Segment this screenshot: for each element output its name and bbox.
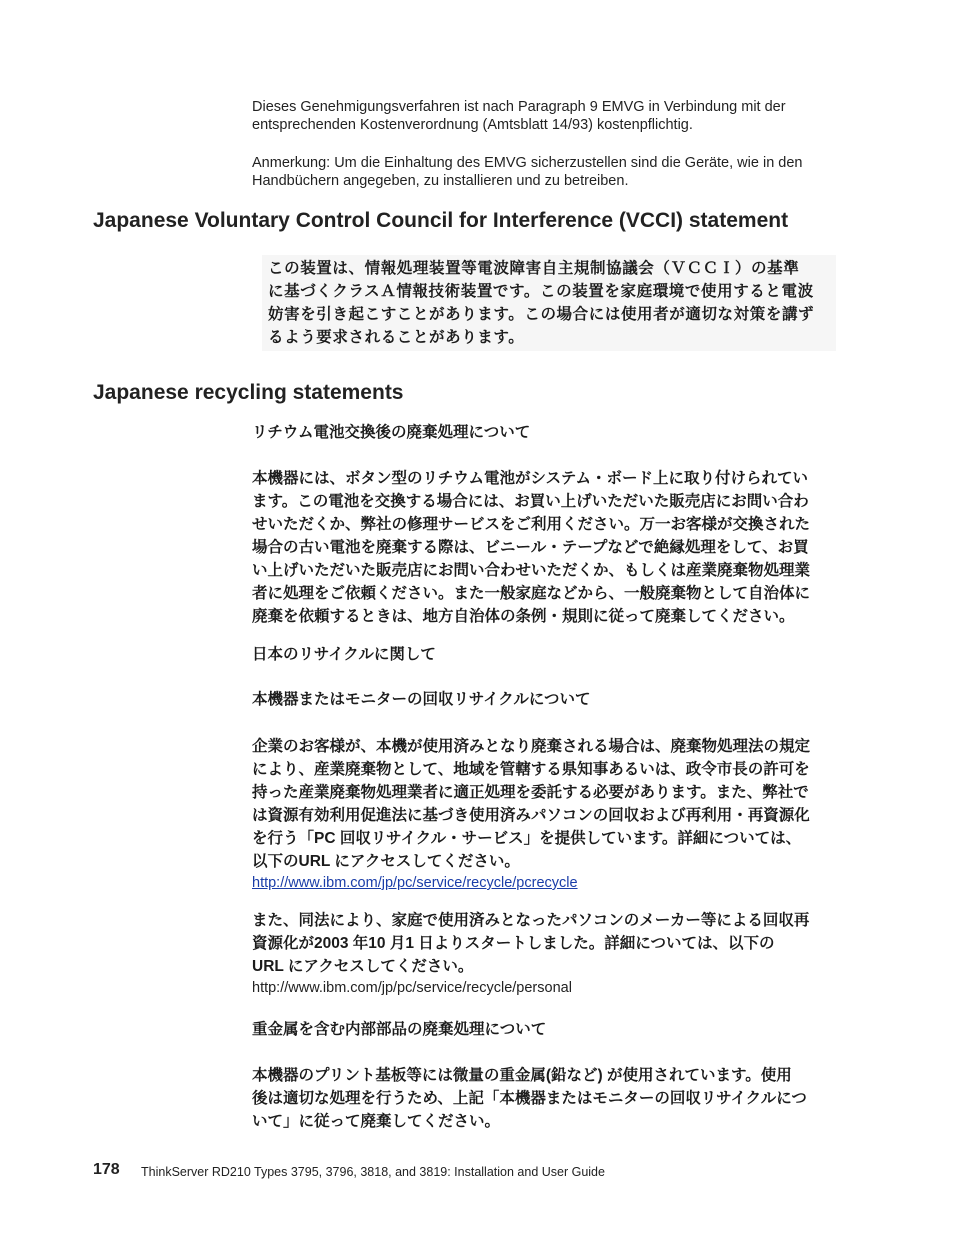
household-line: また、同法により、家庭で使用済みとなったパソコンのメーカー等による回収再 bbox=[252, 912, 810, 929]
battery-title-block bbox=[252, 421, 842, 444]
vcci-line: るよう要求されることがあります。 bbox=[268, 329, 525, 346]
footer-title: ThinkServer RD210 Types 3795, 3796, 3818, and 3819: Installation and User Guide bbox=[141, 1165, 605, 1179]
metals-line: いて」に従って廃棄してください。 bbox=[252, 1113, 501, 1130]
corporate-paragraph bbox=[252, 735, 842, 893]
vcci-line: この装置は、情報処理装置等電波障害自主規制協議会（ＶＣＣＩ）の基準 bbox=[268, 260, 800, 277]
vcci-heading: Japanese Voluntary Control Council for Interference (VCCI) statement bbox=[93, 209, 789, 232]
personal-url: http://www.ibm.com/jp/pc/service/recycle/personal bbox=[252, 980, 572, 996]
battery-line: ます。この電池を交換する場合には、お買い上げいただいた販売店にお問い合わ bbox=[252, 493, 809, 510]
battery-paragraph bbox=[252, 467, 842, 628]
corporate-line: 企業のお客様が、本機が使用済みとなり廃棄される場合は、廃棄物処理法の規定 bbox=[252, 738, 811, 755]
battery-title: リチウム電池交換後の廃棄処理について bbox=[252, 424, 531, 441]
japan-recycling-title: 日本のリサイクルに関して bbox=[252, 646, 436, 663]
page-footer bbox=[93, 1161, 853, 1185]
page-number: 178 bbox=[93, 1161, 120, 1178]
metals-paragraph bbox=[252, 1064, 842, 1133]
household-line: URL にアクセスしてください。 bbox=[252, 958, 474, 975]
household-paragraph bbox=[252, 909, 842, 998]
vcci-line: 妨害を引き起こすことがあります。この場合には使用者が適切な対策を講ず bbox=[268, 306, 815, 323]
corporate-line: 以下のURL にアクセスしてください。 bbox=[252, 853, 520, 870]
monitor-recycling-title: 本機器またはモニターの回収リサイクルについて bbox=[252, 691, 591, 708]
battery-line: 廃棄を依頼するときは、地方自治体の条例・規則に従って廃棄してください。 bbox=[252, 608, 795, 625]
german-paragraph-1: Dieses Genehmigungsverfahren ist nach Paragraph 9 EMVG in Verbindung mit der entsprechenden Kostenverordnung (Amtsblatt 14/93) kostenpflichtig. bbox=[252, 99, 786, 133]
metals-line: 後は適切な処理を行うため、上記「本機器またはモニターの回収リサイクルにつ bbox=[252, 1090, 807, 1107]
monitor-title-block bbox=[252, 688, 842, 711]
metals-line: 本機器のプリント基板等には微量の重金属(鉛など) が使用されています。使用 bbox=[252, 1067, 792, 1084]
corporate-line: 持った産業廃棄物処理業者に適正処理を委託する必要があります。また、弊社で bbox=[252, 784, 809, 801]
japan-title-block bbox=[252, 643, 842, 666]
metals-title-block bbox=[252, 1018, 842, 1041]
corporate-line: を行う「PC 回収リサイクル・サービス」を提供しています。詳細については、 bbox=[252, 830, 802, 847]
corporate-line: は資源有効利用促進法に基づき使用済みパソコンの回収および再利用・再資源化 bbox=[252, 807, 810, 824]
household-line: 資源化が2003 年10 月1 日よりスタートしました。詳細については、以下の bbox=[252, 935, 775, 952]
battery-line: い上げいただいた販売店にお問い合わせいただくか、もしくは産業廃棄物処理業 bbox=[252, 562, 811, 579]
recycling-heading: Japanese recycling statements bbox=[93, 381, 404, 404]
battery-line: 者に処理をご依頼ください。また一般家庭などから、一般廃棄物として自治体に bbox=[252, 585, 811, 602]
corporate-line: により、産業廃棄物として、地域を管轄する県知事あるいは、政令市長の許可を bbox=[252, 761, 810, 778]
german-paragraph-2: Anmerkung: Um die Einhaltung des EMVG sicherzustellen sind die Geräte, wie in den Handbüchern angegeben, zu installieren und zu betreiben. bbox=[252, 155, 803, 189]
battery-line: せいただくか、弊社の修理サービスをご利用ください。万一お客様が交換された bbox=[252, 516, 811, 533]
german-section bbox=[252, 98, 842, 134]
vcci-line: に基づくクラスＡ情報技術装置です。この装置を家庭環境で使用すると電波 bbox=[268, 283, 814, 300]
pcrecycle-link[interactable]: http://www.ibm.com/jp/pc/service/recycle/pcrecycle bbox=[252, 875, 578, 891]
battery-line: 場合の古い電池を廃棄する際は、ビニール・テープなどで絶縁処理をして、お買 bbox=[252, 539, 809, 556]
battery-line: 本機器には、ボタン型のリチウム電池がシステム・ボード上に取り付けられてい bbox=[252, 470, 808, 487]
metals-title: 重金属を含む内部部品の廃棄処理について bbox=[252, 1021, 547, 1038]
vcci-statement-box bbox=[262, 255, 836, 351]
german-section-2 bbox=[252, 154, 842, 190]
